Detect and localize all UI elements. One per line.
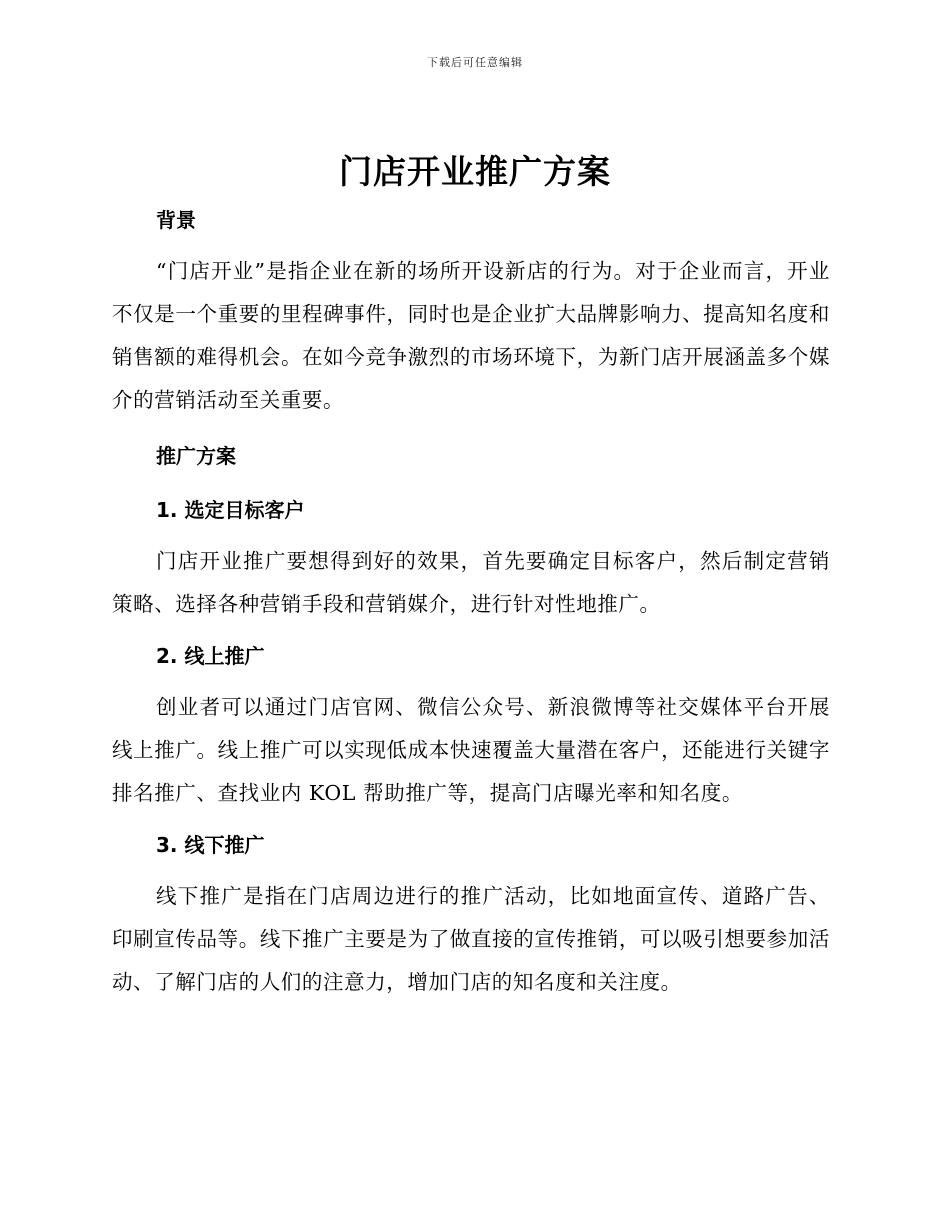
heading-item-1: 1. 选定目标客户 (156, 498, 305, 522)
paragraph-background: “门店开业”是指企业在新的场所开设新店的行为。对于企业而言，开业不仅是一个重要的里程碑事件，同时也是企业扩大品牌影响力、提高知名度和销售额的难得机会。在如今竞争激烈的市场环境下，为新门店开展涵盖多个媒介的营销活动至关重要。 (112, 259, 830, 412)
document-body (112, 200, 830, 1004)
header-note: 下载后可任意编辑 (427, 56, 523, 69)
document-title: 门店开业推广方案 (339, 152, 611, 191)
heading-background: 背景 (156, 208, 196, 232)
heading-item-3: 3. 线下推广 (156, 833, 265, 857)
paragraph-item-1: 门店开业推广要想得到好的效果，首先要确定目标客户，然后制定营销策略、选择各种营销手段和营销媒介，进行针对性地推广。 (112, 549, 830, 616)
heading-plan: 推广方案 (156, 444, 236, 468)
heading-item-2: 2. 线上推广 (156, 644, 265, 668)
paragraph-item-3: 线下推广是指在门店周边进行的推广活动，比如地面宣传、道路广告、印刷宣传品等。线下推广主要是为了做直接的宣传推销，可以吸引想要参加活动、了解门店的人们的注意力，增加门店的知名度和关注度。 (112, 884, 830, 994)
paragraph-item-2: 创业者可以通过门店官网、微信公众号、新浪微博等社交媒体平台开展线上推广。线上推广可以实现低成本快速覆盖大量潜在客户，还能进行关键字排名推广、查找业内 KOL 帮助推广等，提高门店曝光率和知名度。 (112, 695, 830, 805)
